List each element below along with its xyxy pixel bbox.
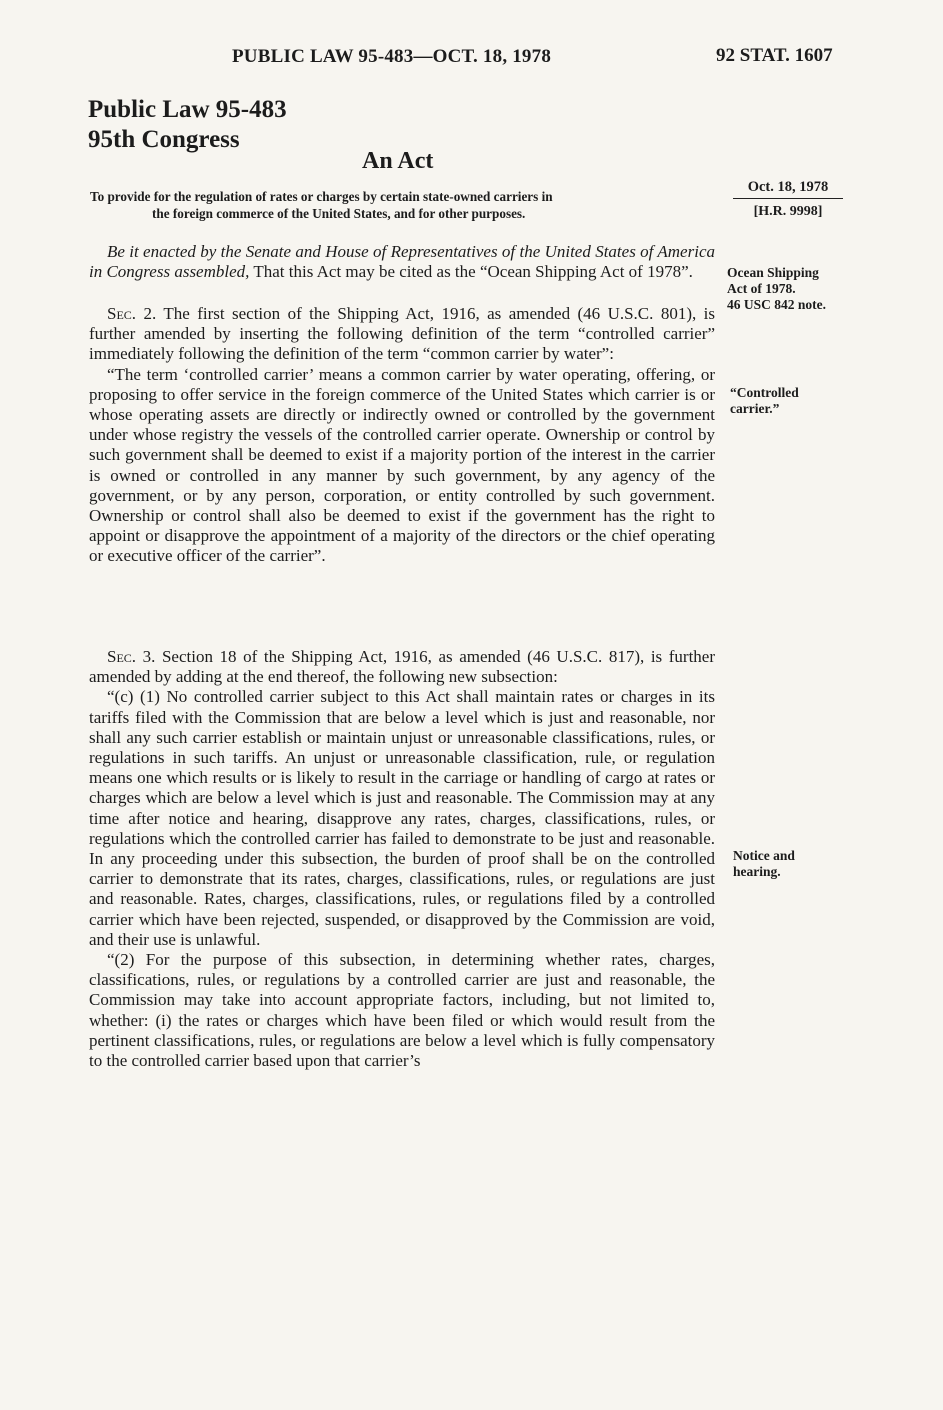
section-3-text: 3. Section 18 of the Shipping Act, 1916, as amended (46 U.S.C. 817), is further amended by adding at the end thereof, the following new subsection:: [89, 647, 715, 687]
congress-label: 95th Congress: [88, 126, 240, 153]
subsection-c-1: “(c) (1) No controlled carrier subject to this Act shall maintain rates or charges in its tariffs filed with the Commission that are below a level which is just and reasonable, nor shall any such carrier establish or maintain unjust or unreasonable classifications, rules, or regulations in such tariffs. An unjust or unreasonable classification, rule, or regulation means one which results or is likely to result in the carriage or handling of cargo at rates or charges which are below a level which is just and reasonable. The Commission may at any time after notice and hearing, disapprove any rates, charges, classifications, rules, or regulations which the controlled carrier has failed to demonstrate to be just and reasonable. In any proceeding under this subsection, the burden of proof shall be on the controlled carrier to demonstrate that its rates, charges, classifications, rules, or regulations are just and reasonable. Rates, charges, classifications, rules, or regulations filed by a controlled carrier which have been rejected, suspended, or disapproved by the Commission are void, and their use is unlawful.: [89, 687, 715, 949]
margin-note-line: “Controlled: [730, 385, 799, 400]
section-2: [89, 304, 715, 567]
short-title-text: That this Act may be cited as the “Ocean Shipping Act of 1978”.: [249, 262, 693, 282]
margin-note-line: Act of 1978.: [727, 281, 796, 296]
controlled-carrier-definition: “The term ‘controlled carrier’ means a common carrier by water operating, offering, or proposing to offer service in the foreign commerce of the United States which carrier is or whose operating assets are directly or indirectly owned or controlled by the government under whose registry the vessels of the controlled carrier operate. Ownership or control by such government shall be deemed to exist if a majority portion of the interest in the carrier is owned or controlled in any manner by such government, by any agency of the government, or by any person, corporation, or entity controlled by such government. Ownership or control shall also be deemed to exist if the government has the right to appoint or disapprove the appointment of a majority of the directors or the chief operating or executive officer of the carrier”.: [89, 364, 715, 566]
section-label: Sec.: [107, 304, 137, 323]
act-heading: An Act: [362, 148, 434, 174]
section-2-text: 2. The first section of the Shipping Act, 1916, as amended (46 U.S.C. 801), is further amended by inserting the following definition of the term “controlled carrier” immediately following the definition of the term “common carrier by water”:: [89, 304, 715, 364]
margin-note-line: Ocean Shipping: [727, 265, 819, 280]
margin-note-line: carrier.”: [730, 401, 780, 416]
purpose-clause: [90, 188, 720, 222]
margin-note-line: hearing.: [733, 864, 781, 879]
margin-date: Oct. 18, 1978: [733, 179, 843, 199]
subsection-c-2: “(2) For the purpose of this subsection, in determining whether rates, charges, classifications, rules, or regulations by a controlled carrier are just and reasonable, the Commission may take into account appropriate factors, including, but not limited to, whether: (i) the rates or charges which have been filed or which would result from the pertinent classifications, rules, or regulations are below a level which is fully compensatory to the controlled carrier based upon that carrier’s: [89, 950, 715, 1071]
purpose-line-2: the foreign commerce of the United States, and for other purposes.: [152, 206, 526, 221]
law-number: Public Law 95-483: [88, 96, 287, 123]
margin-bill-number: [H.R. 9998]: [753, 204, 823, 219]
section-3: [89, 647, 715, 1071]
margin-note-line: 46 USC 842 note.: [727, 297, 827, 312]
statute-reference: 92 STAT. 1607: [716, 45, 833, 66]
enacting-formula: Be it enacted by the Senate and House of Representatives of the United States of America in Congress assembled,: [89, 242, 715, 282]
law-title-block: [88, 95, 287, 155]
margin-note-line: Notice and: [733, 848, 795, 863]
purpose-line-1: To provide for the regulation of rates or charges by certain state-owned carriers in: [90, 189, 553, 204]
margin-note-short-title: [727, 265, 826, 313]
running-head: PUBLIC LAW 95-483—OCT. 18, 1978: [232, 46, 552, 67]
margin-note-controlled-carrier: [730, 385, 799, 417]
section-label: Sec.: [107, 647, 137, 666]
enacting-clause: [89, 242, 715, 282]
margin-note-notice-hearing: [733, 848, 795, 880]
